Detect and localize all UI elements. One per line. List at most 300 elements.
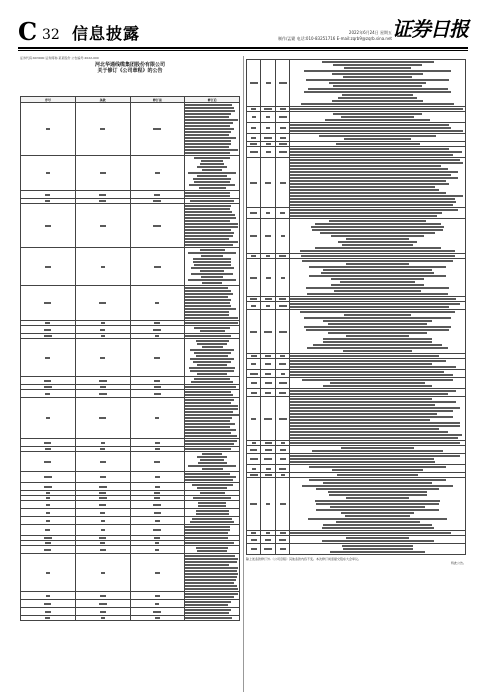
text-line [185, 443, 233, 445]
text-line [99, 504, 106, 506]
table-row [247, 147, 466, 158]
article-cell [261, 158, 276, 208]
text-line [44, 476, 52, 478]
text-line [250, 151, 258, 153]
text-line [341, 512, 415, 514]
text-line [99, 380, 107, 382]
text-line [44, 461, 51, 463]
table-row [247, 389, 466, 397]
text-line [100, 329, 105, 331]
article-cell [75, 592, 130, 600]
clause-text-cell [185, 501, 240, 509]
text-line [46, 595, 50, 597]
text-line [185, 128, 233, 130]
text-line [185, 420, 230, 422]
text-line [307, 293, 449, 295]
kind-cell [130, 546, 185, 554]
text-line [101, 617, 105, 619]
text-line [154, 512, 161, 514]
text-line [251, 127, 256, 129]
text-line [185, 537, 228, 539]
clause-text-cell [185, 509, 240, 517]
clause-text-cell [290, 123, 466, 134]
text-line [281, 277, 285, 279]
article-cell [75, 600, 130, 608]
kind-cell [276, 454, 290, 465]
clause-text-cell [185, 554, 240, 592]
text-line [344, 67, 411, 69]
text-line [251, 548, 257, 550]
text-line [185, 417, 232, 419]
text-line [185, 226, 238, 228]
text-line [153, 200, 161, 202]
text-line [44, 486, 52, 488]
text-line [190, 370, 234, 372]
row-number-cell [21, 103, 76, 156]
text-line [309, 275, 446, 277]
text-line [329, 220, 425, 222]
text-line [341, 447, 415, 449]
text-line [154, 266, 161, 268]
clause-text-cell [185, 398, 240, 439]
text-line [46, 572, 50, 574]
text-line [315, 247, 441, 249]
table-row [21, 600, 240, 608]
text-line [302, 485, 453, 487]
row-number-cell [247, 134, 261, 142]
kind-cell [130, 390, 185, 398]
text-line [264, 108, 272, 110]
article-cell [261, 389, 276, 397]
stock-meta: 证券代码:603000 证券简称:某某股份 公告编号:2022-000 [20, 56, 99, 60]
text-line [185, 596, 234, 598]
text-line [323, 320, 432, 322]
kind-cell [130, 483, 185, 491]
text-line [185, 220, 230, 222]
text-line [328, 491, 428, 493]
text-line [194, 157, 231, 159]
article-cell [75, 156, 130, 191]
text-line [196, 547, 228, 549]
text-line [45, 357, 50, 359]
text-line [250, 331, 257, 333]
text-line [200, 492, 225, 494]
header-after: 修订后 [185, 97, 240, 103]
kind-cell [276, 158, 290, 208]
kind-cell [130, 592, 185, 600]
text-line [185, 122, 232, 124]
text-line [279, 331, 287, 333]
row-number-cell [247, 147, 261, 158]
text-line [45, 393, 50, 395]
article-cell [261, 60, 276, 107]
text-line [250, 474, 258, 476]
clause-text-cell [185, 517, 240, 525]
text-line [46, 520, 50, 522]
text-line [185, 104, 232, 106]
kind-cell [130, 191, 185, 199]
article-cell [75, 483, 130, 491]
article-cell [261, 454, 276, 465]
text-line [265, 235, 271, 237]
clause-text-cell [185, 439, 240, 447]
text-line [265, 382, 272, 384]
text-line [266, 116, 270, 118]
text-line [290, 192, 446, 194]
text-line [101, 335, 105, 337]
table-row [247, 536, 466, 544]
text-line [185, 576, 237, 578]
text-line [290, 130, 463, 132]
kind-cell [130, 501, 185, 509]
table-row [247, 446, 466, 454]
text-line [338, 97, 417, 99]
text-line [290, 209, 458, 211]
text-line [99, 194, 106, 196]
row-number-cell [21, 517, 76, 525]
text-line [101, 442, 105, 444]
text-line [279, 468, 286, 470]
clause-text-cell [185, 156, 240, 191]
text-line [155, 302, 159, 304]
text-line [250, 449, 257, 451]
table-row [21, 509, 240, 517]
text-line [155, 335, 159, 337]
text-line [250, 235, 257, 237]
article-cell [75, 248, 130, 286]
table-row [247, 397, 466, 441]
text-line [155, 417, 159, 419]
kind-cell [130, 616, 185, 621]
text-line [188, 465, 236, 467]
clause-text-cell [290, 378, 466, 389]
text-line [308, 518, 446, 520]
clause-text-cell [185, 600, 240, 608]
text-line [329, 494, 427, 496]
text-line [323, 385, 432, 387]
text-line [185, 314, 229, 316]
row-number-cell [247, 208, 261, 219]
row-number-cell [247, 465, 261, 473]
text-line [191, 273, 233, 275]
article-cell [261, 478, 276, 531]
text-line [188, 252, 236, 254]
text-line [153, 225, 161, 227]
row-number-cell [21, 398, 76, 439]
text-line [251, 418, 256, 420]
row-number-cell [247, 397, 261, 441]
text-line [279, 392, 286, 394]
article-cell [261, 446, 276, 454]
row-number-cell [247, 454, 261, 465]
kind-cell [276, 370, 290, 378]
clause-text-cell [290, 397, 466, 441]
text-line [185, 244, 232, 246]
table-row [247, 359, 466, 370]
text-line [290, 201, 456, 203]
text-line [290, 401, 456, 403]
row-number-cell [247, 359, 261, 370]
text-line [185, 609, 231, 611]
text-line [200, 163, 224, 165]
clause-text-cell [290, 259, 466, 297]
text-line [197, 364, 228, 366]
text-line [198, 462, 227, 464]
text-line [280, 458, 286, 460]
table-row [247, 478, 466, 531]
kind-cell [130, 472, 185, 483]
text-line [100, 611, 106, 613]
table-row [247, 158, 466, 208]
text-line [154, 322, 160, 324]
table-row [21, 339, 240, 377]
text-line [100, 448, 105, 450]
text-line [154, 492, 160, 494]
article-cell [261, 147, 276, 158]
clause-text-cell [185, 248, 240, 286]
text-line [155, 617, 160, 619]
table-row [21, 472, 240, 483]
text-line [323, 524, 432, 526]
footer-note: 除上述条款修订外,《公司章程》其他条款内容不变。本次修订尚需提交股东大会审议。 [246, 557, 361, 561]
text-line [279, 82, 287, 84]
text-line [185, 555, 234, 557]
clause-text-cell [290, 112, 466, 123]
text-line [185, 479, 233, 481]
clause-text-cell [290, 370, 466, 378]
article-cell [75, 191, 130, 199]
table-row [21, 248, 240, 286]
row-number-cell [247, 478, 261, 531]
text-line [266, 212, 270, 214]
text-line [250, 298, 257, 300]
text-line [290, 390, 456, 392]
text-line [251, 532, 256, 534]
text-line [290, 154, 453, 156]
row-number-cell [21, 377, 76, 385]
text-line [279, 298, 286, 300]
text-line [290, 195, 463, 197]
text-line [290, 162, 463, 164]
text-line [309, 466, 446, 468]
text-line [300, 250, 456, 252]
text-line [185, 110, 234, 112]
row-number-cell [21, 608, 76, 616]
text-line [250, 182, 257, 184]
text-line [251, 392, 257, 394]
text-line [45, 448, 51, 450]
text-line [44, 386, 52, 388]
text-line [185, 311, 229, 313]
clause-text-cell [290, 478, 466, 531]
text-line [185, 214, 235, 216]
text-line [46, 504, 50, 506]
kind-cell [276, 478, 290, 531]
text-line [46, 492, 50, 494]
text-line [100, 595, 106, 597]
text-line [321, 272, 435, 274]
text-line [45, 611, 51, 613]
text-line [154, 497, 160, 499]
row-number-cell [247, 370, 261, 378]
text-line [99, 200, 106, 202]
text-line [194, 327, 230, 329]
text-line [301, 255, 455, 257]
row-number-cell [247, 378, 261, 389]
table-row [247, 123, 466, 134]
kind-cell [130, 509, 185, 517]
text-line [45, 200, 50, 202]
text-line [100, 225, 106, 227]
kind-cell [130, 608, 185, 616]
text-line [329, 82, 425, 84]
text-line [331, 278, 424, 280]
signature: 特此公告。 [450, 561, 466, 565]
kind-cell [276, 219, 290, 254]
text-line [185, 394, 232, 396]
text-line [153, 504, 161, 506]
text-line [99, 302, 106, 304]
text-line [201, 255, 223, 257]
table-row [21, 546, 240, 554]
text-line [322, 527, 434, 529]
text-line [185, 192, 230, 194]
text-line [194, 352, 231, 354]
text-line [346, 537, 409, 539]
table-row [21, 326, 240, 334]
kind-cell [130, 377, 185, 385]
text-line [193, 178, 231, 180]
text-line [191, 267, 234, 269]
text-line [290, 374, 453, 376]
text-line [185, 290, 231, 292]
row-number-cell [21, 592, 76, 600]
kind-cell [130, 286, 185, 321]
clause-text-cell [185, 204, 240, 248]
text-line [196, 340, 229, 342]
clause-text-cell [290, 536, 466, 544]
text-line [290, 159, 460, 161]
table-row [21, 390, 240, 398]
clause-text-cell [185, 452, 240, 472]
text-line [185, 308, 236, 310]
text-line [185, 532, 228, 534]
table-row [21, 377, 240, 385]
text-line [154, 386, 161, 388]
text-line [290, 422, 460, 424]
article-cell [75, 517, 130, 525]
kind-cell [276, 134, 290, 142]
text-line [332, 100, 423, 102]
row-number-cell [247, 112, 261, 123]
text-line [191, 381, 233, 383]
text-line [185, 119, 238, 121]
text-line [185, 567, 238, 569]
text-line [101, 572, 105, 574]
clause-text-cell [185, 286, 240, 321]
text-line [189, 184, 235, 186]
clause-text-cell [290, 446, 466, 454]
text-line [290, 413, 437, 415]
header-no: 序号 [21, 97, 76, 103]
text-line [197, 166, 228, 168]
row-number-cell [21, 390, 76, 398]
text-line [185, 137, 236, 139]
text-line [185, 588, 238, 590]
text-line [316, 509, 439, 511]
kind-cell [276, 359, 290, 370]
text-line [185, 440, 237, 442]
text-line [44, 335, 52, 337]
text-line [265, 442, 272, 444]
text-line [46, 172, 50, 174]
text-line [264, 331, 272, 333]
clause-text-cell [290, 208, 466, 219]
text-line [100, 386, 106, 388]
text-line [281, 373, 285, 375]
article-cell [261, 465, 276, 473]
text-line [290, 458, 434, 460]
text-line [252, 116, 256, 118]
text-line [304, 70, 451, 72]
text-line [45, 225, 51, 227]
text-line [185, 149, 238, 151]
row-number-cell [21, 509, 76, 517]
text-line [309, 479, 446, 481]
text-line [185, 593, 238, 595]
text-line [44, 537, 52, 539]
clause-text-cell [290, 134, 466, 142]
text-line [313, 344, 443, 346]
text-line [331, 235, 424, 237]
table-row [247, 310, 466, 354]
text-line [185, 617, 232, 619]
article-cell [261, 310, 276, 354]
text-line [266, 151, 271, 153]
text-line [279, 539, 286, 541]
text-line [340, 281, 415, 283]
clause-text-cell [290, 454, 466, 465]
text-line [280, 449, 286, 451]
text-line [185, 238, 229, 240]
text-line [290, 398, 432, 400]
text-line [336, 143, 420, 145]
kind-cell [276, 208, 290, 219]
text-line [185, 448, 231, 450]
article-cell [75, 501, 130, 509]
text-line [185, 558, 238, 560]
text-line [346, 497, 409, 499]
text-line [265, 392, 271, 394]
text-line [280, 137, 286, 139]
text-line [280, 212, 285, 214]
article-cell [261, 259, 276, 297]
text-line [336, 521, 420, 523]
article-cell [75, 339, 130, 377]
row-number-cell [21, 191, 76, 199]
text-line [307, 347, 449, 349]
text-line [185, 302, 230, 304]
text-line [290, 419, 430, 421]
text-line [290, 532, 451, 534]
article-cell [75, 525, 130, 536]
text-line [185, 423, 234, 425]
table-row [247, 208, 466, 219]
text-line [251, 382, 257, 384]
text-line [202, 346, 223, 348]
text-line [100, 549, 106, 551]
row-number-cell [21, 248, 76, 286]
